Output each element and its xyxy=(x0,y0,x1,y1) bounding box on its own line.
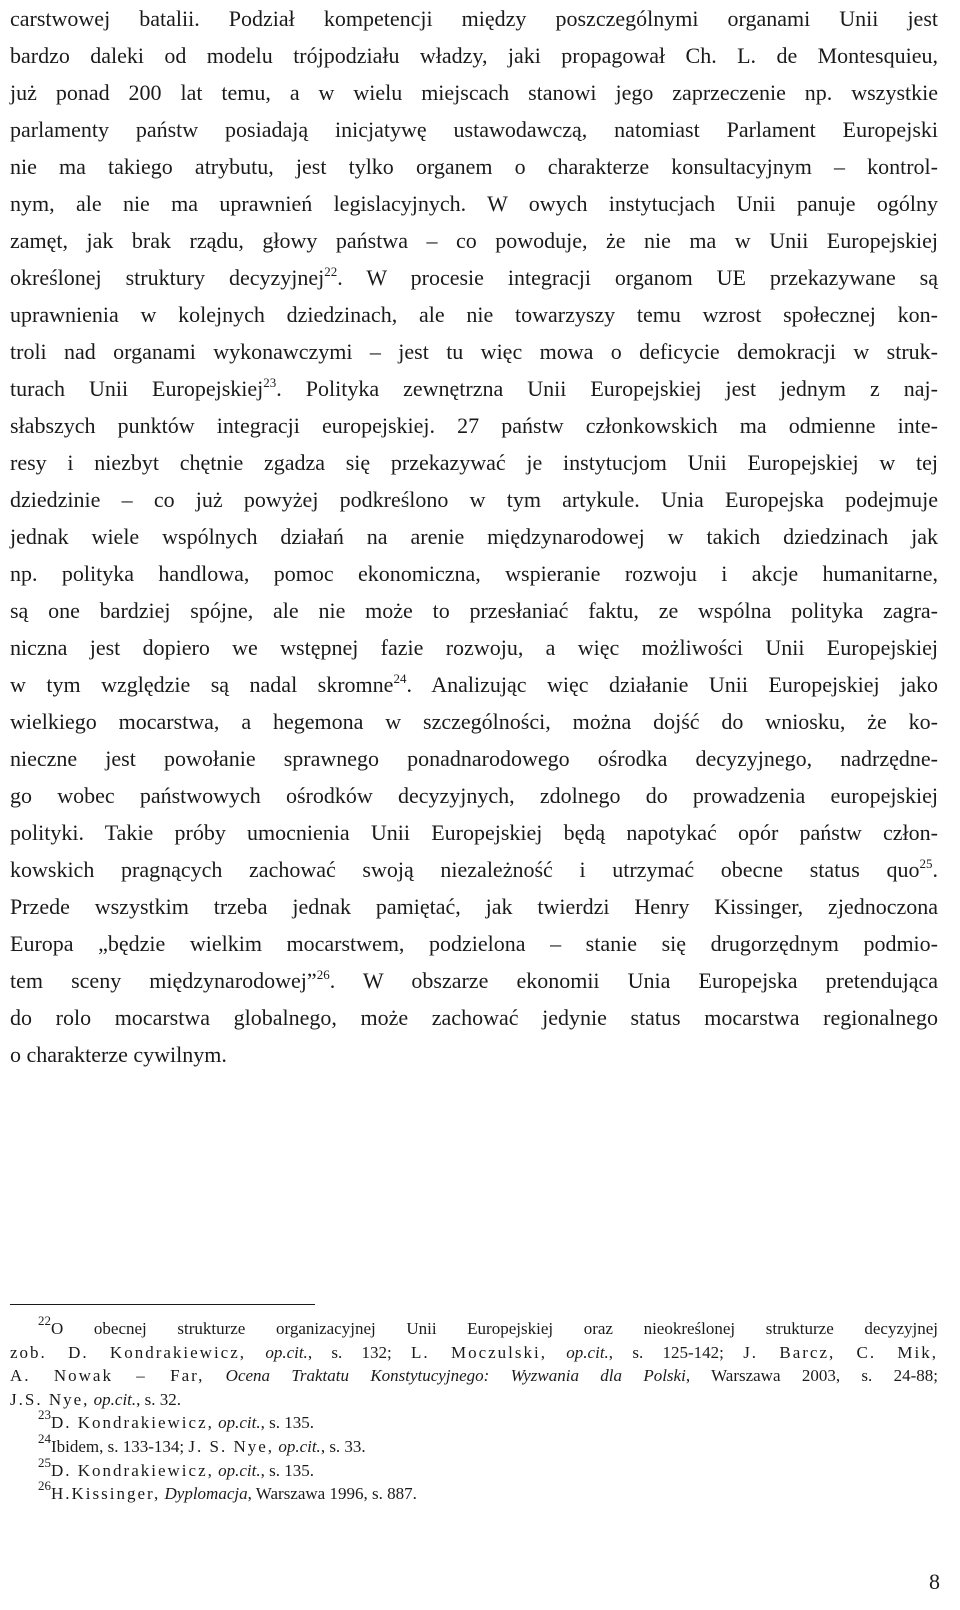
text-fragment: . Analizując więc działanie Unii Europejskiej jako xyxy=(406,672,939,697)
text-line: parlamenty państw posiadają inicjatywę ustawodawczą, natomiast Parlament Europejski xyxy=(10,117,938,142)
text-line: troli nad organami wykonawczymi – jest tu więc mowa o deficycie demokracji w struk- xyxy=(10,339,938,364)
text-line xyxy=(10,259,938,296)
footnote-25 xyxy=(10,1454,938,1483)
citation-italic: op.cit. xyxy=(218,1460,261,1480)
text-line: Przede wszystkim trzeba jednak pamiętać, jak twierdzi Henry Kissinger, zjednoczona xyxy=(10,894,938,919)
text-fragment: turach Unii Europejskiej xyxy=(10,376,264,401)
citation-text: , s. 32. xyxy=(136,1389,182,1409)
citation-text: , s. 33. xyxy=(320,1436,366,1456)
footnote-22 xyxy=(10,1313,938,1341)
citation-italic: op.cit. xyxy=(265,1342,308,1362)
citation-italic: op.cit. xyxy=(93,1389,137,1409)
footnote-separator xyxy=(10,1304,315,1305)
footnote-number: 25 xyxy=(38,1454,51,1470)
text-line: są one bardziej spójne, ale nie może to przesłaniać faktu, ze wspólna polityka zagra- xyxy=(10,598,938,623)
footnotes xyxy=(10,1313,939,1506)
footnote-23 xyxy=(10,1407,938,1435)
text-line: carstwowej batalii. Podział kompetencji między poszczególnymi organami Unii jest xyxy=(10,6,938,31)
text-fragment: określonej struktury decyzyjnej xyxy=(10,265,325,290)
author-name: J.S. Nye, xyxy=(10,1389,90,1409)
footnote-number: 26 xyxy=(38,1478,51,1494)
text-line: Europa „będzie wielkim mocarstwem, podzielona – stanie się drugorzędnym podmio- xyxy=(10,931,938,956)
citation-text: , Warszawa 2003, s. 24-88; xyxy=(685,1366,938,1386)
text-line xyxy=(10,666,938,703)
footnote-line xyxy=(10,1364,938,1388)
citation-text: , s. 132; xyxy=(307,1342,392,1362)
author-name: zob. D. Kondrakiewicz, xyxy=(10,1342,247,1362)
text-fragment: . W obszarze ekonomii Unia Europejska pretendująca xyxy=(329,968,938,993)
text-line: do rolo mocarstwa globalnego, może zachować jedynie status mocarstwa regionalnego xyxy=(10,1005,938,1030)
text-line xyxy=(10,851,938,888)
author-name: L. Moczulski, xyxy=(411,1342,547,1362)
citation-text: , s. 125-142; xyxy=(608,1342,724,1362)
text-line: zamęt, jak brak rządu, głowy państwa – co powoduje, że nie ma w Unii Europejskiej xyxy=(10,228,938,253)
author-name: D. Kondrakiewicz, xyxy=(51,1413,214,1433)
footnote-ref[interactable]: 25 xyxy=(919,856,933,871)
text-line: polityki. Takie próby umocnienia Unii Europejskiej będą napotykać opór państw człon- xyxy=(10,820,938,845)
text-fragment: . W procesie integracji organom UE przekazywane są xyxy=(337,265,938,290)
text-line xyxy=(10,370,938,407)
text-line: nieczne jest powołanie sprawnego ponadnarodowego ośrodka decyzyjnego, nadrzędne- xyxy=(10,746,938,771)
author-name: H.Kissinger, xyxy=(51,1484,161,1504)
citation-text: , Warszawa 1996, s. 887. xyxy=(247,1484,417,1504)
footnote-text: O obecnej strukturze organizacyjnej Unii Europejskiej oraz nieokreślonej strukturze decyzyjnej xyxy=(51,1319,938,1338)
citation-text: Ibidem, s. 133-134; xyxy=(51,1436,185,1456)
text-line: nie ma takiego atrybutu, jest tylko organem o charakterze konsultacyjnym – kontrol- xyxy=(10,154,938,179)
text-line: słabszych punktów integracji europejskiej. 27 państw członkowskich ma odmienne inte- xyxy=(10,413,938,438)
footnote-number: 24 xyxy=(38,1430,51,1446)
text-line xyxy=(10,962,938,999)
text-line: np. polityka handlowa, pomoc ekonomiczna, wspieranie rozwoju i akcje humanitarne, xyxy=(10,561,938,586)
footnote-24 xyxy=(10,1430,938,1459)
citation-italic: op.cit. xyxy=(218,1413,261,1433)
body-text xyxy=(10,0,938,1073)
author-name: D. Kondrakiewicz, xyxy=(51,1460,214,1480)
text-fragment: w tym względzie są nadal skromne xyxy=(10,672,394,697)
author-name: J. Barcz, C. Mik, xyxy=(743,1342,939,1362)
text-line: o charakterze cywilnym. xyxy=(10,1042,227,1067)
citation-text: , s. 135. xyxy=(260,1460,314,1480)
text-fragment: . xyxy=(932,857,938,882)
page-number: 8 xyxy=(929,1569,940,1594)
text-line: jednak wiele wspólnych działań na arenie międzynarodowej w takich dziedzinach jak xyxy=(10,524,938,549)
footnote-line xyxy=(10,1341,938,1365)
author-name: J. S. Nye, xyxy=(188,1436,275,1456)
text-line: uprawnienia w kolejnych dziedzinach, ale nie towarzyszy temu wzrost społecznej kon- xyxy=(10,302,938,327)
text-line: resy i niezbyt chętnie zgadza się przekazywać je instytucjom Unii Europejskiej w tej xyxy=(10,450,938,475)
citation-italic: op.cit. xyxy=(566,1342,609,1362)
footnote-ref[interactable]: 23 xyxy=(263,375,277,390)
text-line: nym, ale nie ma uprawnień legislacyjnych. W owych instytucjach Unii panuje ogólny xyxy=(10,191,938,216)
footnote-ref[interactable]: 24 xyxy=(393,671,407,686)
text-line: dziedzinie – co już powyżej podkreślono w tym artykule. Unia Europejska podejmuje xyxy=(10,487,938,512)
citation-italic: op.cit. xyxy=(278,1436,321,1456)
footnote-ref[interactable]: 26 xyxy=(316,967,330,982)
footnote-line xyxy=(10,1388,938,1412)
footnote-26 xyxy=(10,1478,938,1506)
citation-title: Dyplomacja xyxy=(164,1484,248,1504)
text-line: wielkiego mocarstwa, a hegemona w szczególności, można dojść do wniosku, że ko- xyxy=(10,709,938,734)
text-fragment: tem sceny międzynarodowej” xyxy=(10,968,317,993)
text-fragment: kowskich pragnących zachować swoją niezależność i utrzymać obecne status quo xyxy=(10,857,920,882)
footnote-number: 23 xyxy=(38,1407,51,1423)
citation-text: , s. 135. xyxy=(260,1413,314,1433)
citation-title: Ocena Traktatu Konstytucyjnego: Wyzwania dla Polski xyxy=(225,1366,686,1386)
text-line: niczna jest dopiero we wstępnej fazie rozwoju, a więc możliwości Unii Europejskiej xyxy=(10,635,938,660)
text-line: go wobec państwowych ośrodków decyzyjnych, zdolnego do prowadzenia europejskiej xyxy=(10,783,938,808)
text-line: bardzo daleki od modelu trójpodziału władzy, jaki propagował Ch. L. de Montesquieu, xyxy=(10,43,938,68)
footnote-ref[interactable]: 22 xyxy=(324,264,338,279)
author-name: A. Nowak – Far, xyxy=(10,1366,205,1386)
footnote-number: 22 xyxy=(38,1313,51,1328)
text-line: już ponad 200 lat temu, a w wielu miejscach stanowi jego zaprzeczenie np. wszystkie xyxy=(10,80,938,105)
text-fragment: . Polityka zewnętrzna Unii Europejskiej jest jednym z naj- xyxy=(276,376,938,401)
